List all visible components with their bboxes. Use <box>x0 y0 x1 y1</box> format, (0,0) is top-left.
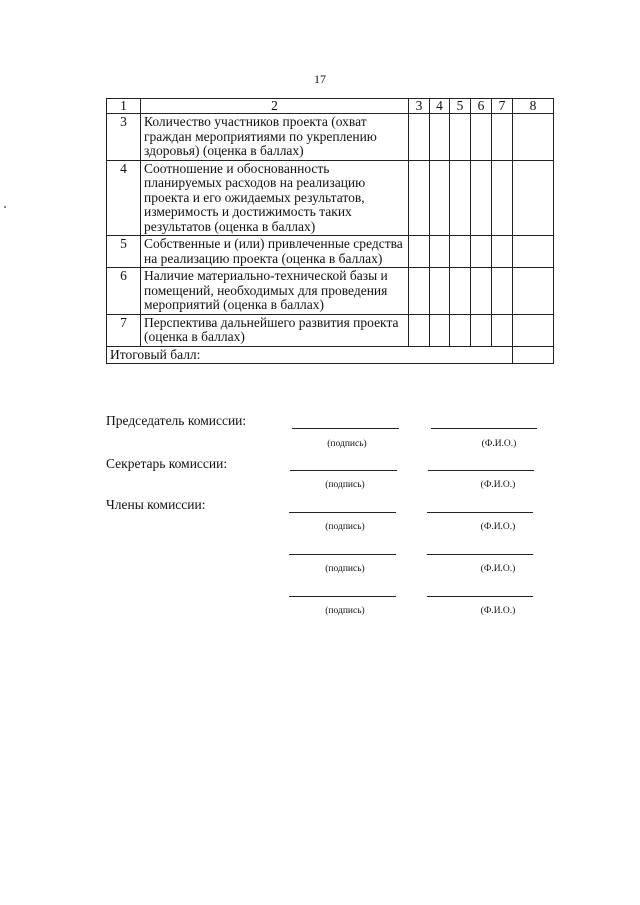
header-cell: 7 <box>492 99 513 114</box>
member-1-name-line <box>427 512 533 513</box>
criterion-text: Собственные и (или) привлеченные средства на реализацию проекта (оценка в баллах) <box>141 236 409 268</box>
criterion-text: Количество участников проекта (охват граждан мероприятиями по укреплению здоровья) (оценка в баллах) <box>141 114 409 161</box>
row-number: 6 <box>107 268 141 315</box>
score-cell <box>513 114 554 161</box>
members-label: Члены комиссии: <box>106 497 206 512</box>
signature-caption: (подпись) <box>327 439 367 449</box>
signature-caption: (подпись) <box>325 522 365 532</box>
score-cell <box>450 160 471 236</box>
row-number: 4 <box>107 160 141 236</box>
score-cell <box>450 268 471 315</box>
table-row <box>107 314 554 346</box>
score-cell <box>450 114 471 161</box>
member-3-name-line <box>427 596 533 597</box>
score-cell <box>471 268 492 315</box>
signature-caption: (подпись) <box>325 480 365 490</box>
secretary-label: Секретарь комиссии: <box>106 456 228 471</box>
row-number: 7 <box>107 314 141 346</box>
score-cell <box>430 236 450 268</box>
member-1-signature-line <box>289 512 396 513</box>
criterion-text: Соотношение и обоснованность планируемых расходов на реализацию проекта и его ожидаемых результатов, измеримость и достижимость таких результатов (оценка в баллах) <box>141 160 409 236</box>
header-cell: 8 <box>513 99 554 114</box>
score-cell <box>513 314 554 346</box>
score-cell <box>513 236 554 268</box>
header-cell: 6 <box>471 99 492 114</box>
criterion-text: Наличие материально-технической базы и помещений, необходимых для проведения мероприятий (оценка в баллах) <box>141 268 409 315</box>
score-cell <box>409 160 430 236</box>
chairman-name-line <box>431 428 537 429</box>
member-3-signature-line <box>289 596 396 597</box>
total-row <box>107 346 554 364</box>
score-cell <box>471 236 492 268</box>
row-number: 3 <box>107 114 141 161</box>
score-cell <box>492 268 513 315</box>
score-cell <box>513 160 554 236</box>
score-cell <box>430 114 450 161</box>
score-cell <box>409 114 430 161</box>
score-cell <box>492 160 513 236</box>
member-2-signature-line <box>289 554 396 555</box>
signature-caption: (подпись) <box>325 564 365 574</box>
name-caption: (Ф.И.О.) <box>480 564 516 574</box>
scan-speck <box>4 206 6 208</box>
member-2-name-line <box>427 554 533 555</box>
score-cell <box>430 268 450 315</box>
header-cell: 1 <box>107 99 141 114</box>
score-cell <box>492 314 513 346</box>
secretary-signature-line <box>290 470 397 471</box>
score-cell <box>450 236 471 268</box>
score-cell <box>492 236 513 268</box>
table-row <box>107 236 554 268</box>
header-cell: 4 <box>430 99 450 114</box>
total-label: Итоговый балл: <box>107 346 513 364</box>
criterion-text: Перспектива дальнейшего развития проекта (оценка в баллах) <box>141 314 409 346</box>
page-number: 17 <box>314 72 326 86</box>
score-cell <box>430 160 450 236</box>
score-cell <box>471 114 492 161</box>
name-caption: (Ф.И.О.) <box>480 480 516 490</box>
table-row <box>107 268 554 315</box>
secretary-name-line <box>428 470 534 471</box>
score-cell <box>430 314 450 346</box>
score-cell <box>471 314 492 346</box>
score-cell <box>450 314 471 346</box>
score-table <box>106 98 554 364</box>
chairman-signature-line <box>292 428 399 429</box>
signature-caption: (подпись) <box>325 606 365 616</box>
name-caption: (Ф.И.О.) <box>480 606 516 616</box>
table-header-row <box>107 99 554 114</box>
score-cell <box>471 160 492 236</box>
score-cell <box>492 114 513 161</box>
score-cell <box>409 268 430 315</box>
row-number: 5 <box>107 236 141 268</box>
header-cell: 5 <box>450 99 471 114</box>
name-caption: (Ф.И.О.) <box>481 439 517 449</box>
total-score-cell <box>513 346 554 364</box>
score-cell <box>409 314 430 346</box>
score-cell <box>409 236 430 268</box>
score-cell <box>513 268 554 315</box>
header-cell: 3 <box>409 99 430 114</box>
header-cell: 2 <box>141 99 409 114</box>
table-row <box>107 160 554 236</box>
name-caption: (Ф.И.О.) <box>480 522 516 532</box>
table-row <box>107 114 554 161</box>
chairman-label: Председатель комиссии: <box>106 413 247 428</box>
